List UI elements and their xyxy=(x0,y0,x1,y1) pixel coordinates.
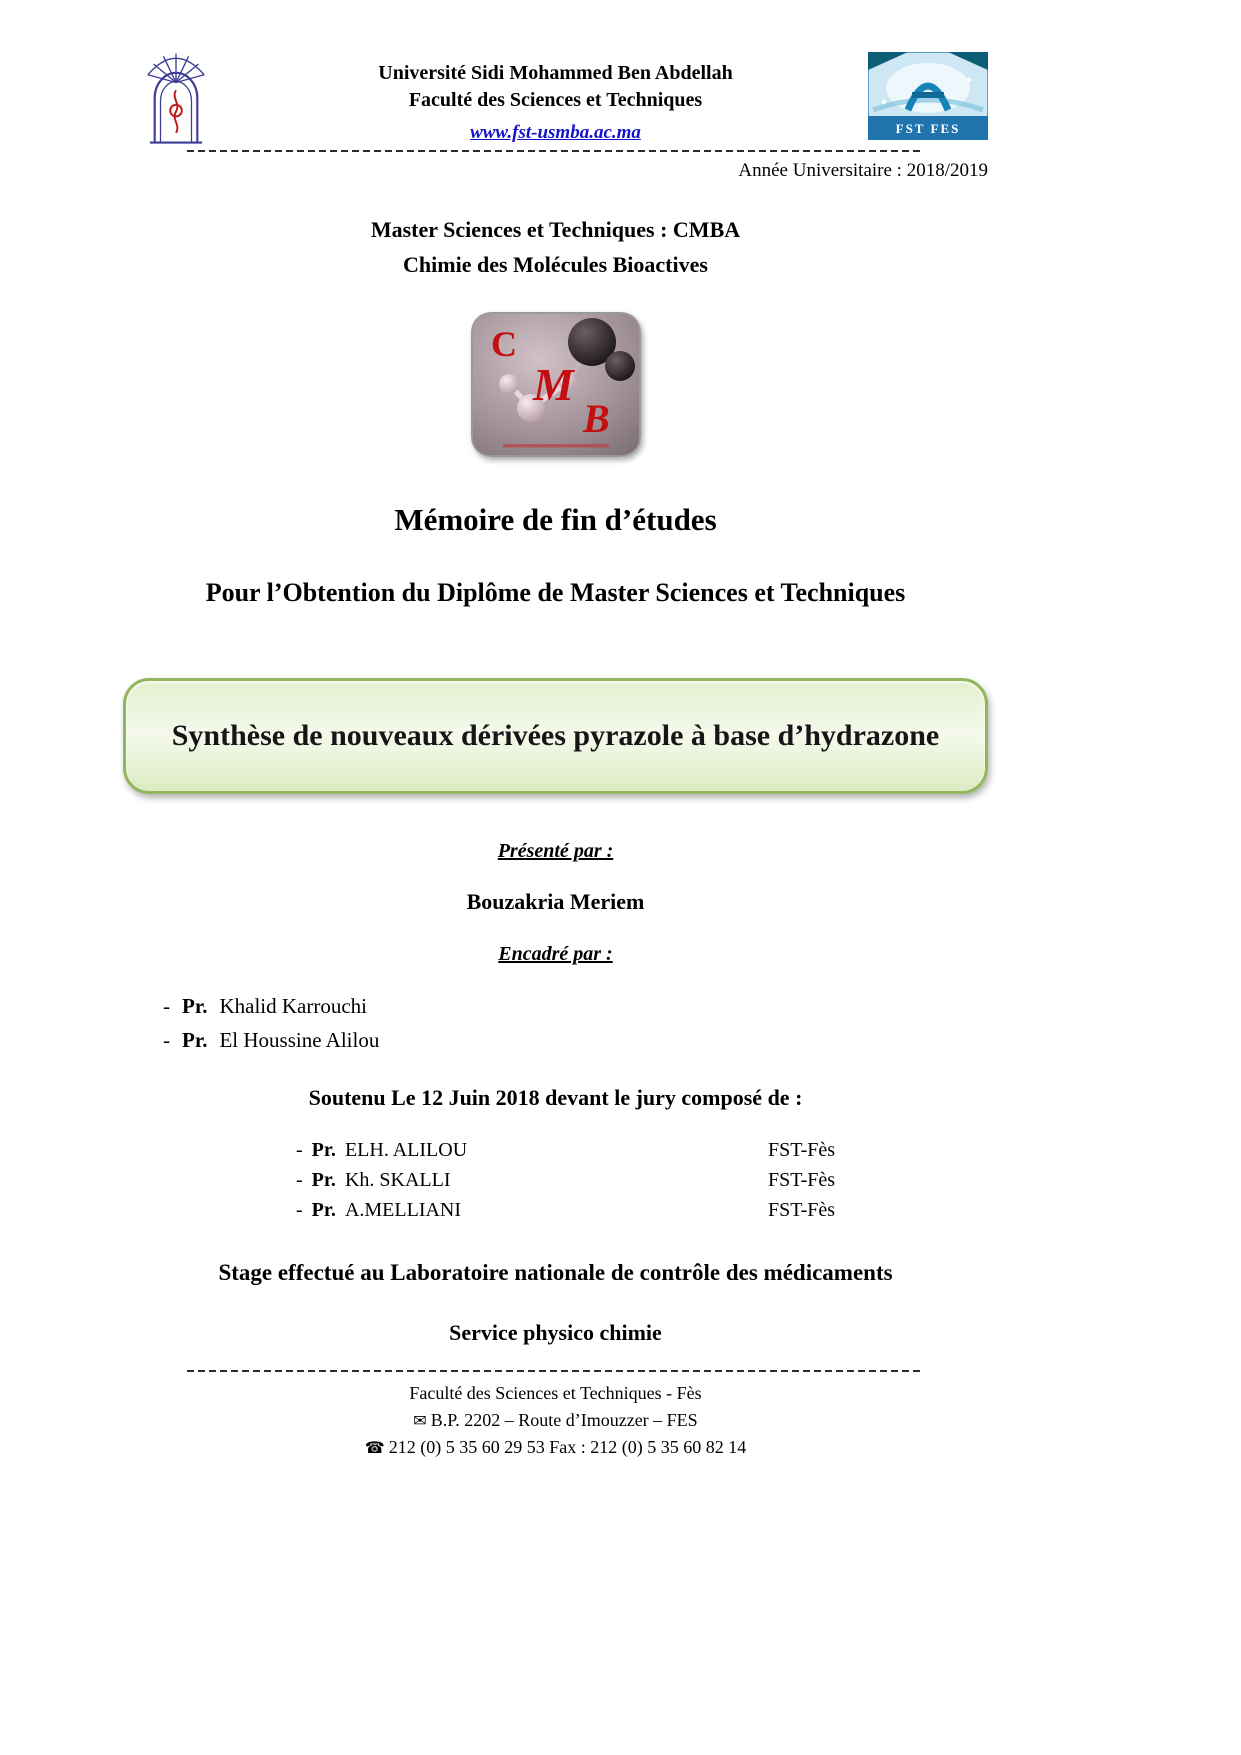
jury-member xyxy=(296,1169,768,1192)
jury-title: Pr. xyxy=(311,1139,336,1162)
footer-faculty-line: Faculté des Sciences et Techniques - Fès xyxy=(409,1383,702,1404)
fst-fes-logo-label: FST FES xyxy=(895,121,961,136)
program-line1: Master Sciences et Techniques : CMBA xyxy=(370,217,741,242)
cmb-letter-b: B xyxy=(582,396,610,442)
bottom-dashed-separator xyxy=(187,1370,920,1372)
list-dash-marker: - xyxy=(296,1139,303,1162)
cmb-letter-c: C xyxy=(490,324,517,365)
presented-by-label: Présenté par : xyxy=(497,840,614,863)
cmb-master-logo xyxy=(471,312,641,457)
program-line2: Chimie des Molécules Bioactives xyxy=(403,252,708,278)
jury-name: Kh. SKALLI xyxy=(344,1169,451,1192)
author-name: Bouzakria Meriem xyxy=(466,889,645,915)
faculty-name: Faculté des Sciences et Techniques xyxy=(408,89,703,111)
defense-heading: Soutenu Le 12 Juin 2018 devant le jury composé de : xyxy=(308,1085,803,1111)
cmb-logo-wrapper xyxy=(123,312,988,462)
list-dash-marker: - xyxy=(296,1199,303,1222)
supervisor-item xyxy=(163,994,988,1019)
cmb-letter-m: M xyxy=(532,359,574,411)
jury-affiliation: FST-Fès xyxy=(768,1169,836,1192)
footer-phone-line xyxy=(123,1434,988,1461)
supervisor-item xyxy=(163,1028,988,1053)
cmb-logo-graphic xyxy=(471,312,641,457)
jury-name: A.MELLIANI xyxy=(344,1199,462,1222)
usmba-logo-graphic xyxy=(145,48,207,148)
supervisor-name: El Houssine Alilou xyxy=(219,1028,380,1053)
footer xyxy=(123,1380,988,1461)
university-name: Université Sidi Mohammed Ben Abdellah xyxy=(378,62,733,84)
thesis-title: Synthèse de nouveaux dérivées pyrazole à base d’hydrazone xyxy=(171,719,940,753)
supervisor-name: Khalid Karrouchi xyxy=(219,994,368,1019)
footer-phone-text: 212 (0) 5 35 60 29 53 Fax : 212 (0) 5 35 60 82 14 xyxy=(388,1437,747,1458)
jury-title: Pr. xyxy=(311,1199,336,1222)
fst-fes-logo xyxy=(868,52,988,140)
thesis-title-box xyxy=(123,678,988,794)
jury-member xyxy=(296,1199,768,1222)
jury-row xyxy=(296,1199,880,1222)
supervisor-title: Pr. xyxy=(182,1028,208,1053)
program-block xyxy=(123,212,988,282)
internship-lab-line: Stage effectué au Laboratoire nationale de contrôle des médicaments xyxy=(218,1260,893,1286)
jury-row xyxy=(296,1169,880,1192)
website-link[interactable]: www.fst-usmba.ac.ma xyxy=(470,122,641,143)
usmba-university-logo xyxy=(145,48,207,148)
supervisor-title: Pr. xyxy=(182,994,208,1019)
jury-name: ELH. ALILOU xyxy=(344,1139,468,1162)
jury-affiliation: FST-Fès xyxy=(768,1199,836,1222)
supervised-by-label: Encadré par : xyxy=(498,943,613,966)
header xyxy=(123,0,988,144)
jury-row xyxy=(296,1139,880,1162)
mail-icon: ✉ xyxy=(413,1413,427,1431)
list-dash-marker: - xyxy=(163,994,170,1019)
jury-affiliation: FST-Fès xyxy=(768,1139,836,1162)
jury-member xyxy=(296,1139,768,1162)
supervisors-list xyxy=(163,994,988,1053)
list-dash-marker: - xyxy=(163,1028,170,1053)
footer-address-line xyxy=(123,1407,988,1434)
presented-by-label-wrap xyxy=(123,840,988,863)
phone-icon: ☎ xyxy=(364,1440,385,1458)
jury-title: Pr. xyxy=(311,1169,336,1192)
footer-address-text: B.P. 2202 – Route d’Imouzzer – FES xyxy=(430,1410,698,1431)
fst-fes-logo-graphic xyxy=(868,52,988,140)
memoire-heading: Mémoire de fin d’études xyxy=(394,502,717,538)
internship-service-line: Service physico chimie xyxy=(449,1320,662,1346)
academic-year: Année Universitaire : 2018/2019 xyxy=(738,160,988,181)
header-text-block xyxy=(123,52,988,144)
top-dashed-separator xyxy=(187,150,920,152)
list-dash-marker: - xyxy=(296,1169,303,1192)
diploma-heading: Pour l’Obtention du Diplôme de Master Sciences et Techniques xyxy=(205,578,906,608)
jury-list xyxy=(296,1139,880,1222)
supervised-by-label-wrap xyxy=(123,943,988,966)
